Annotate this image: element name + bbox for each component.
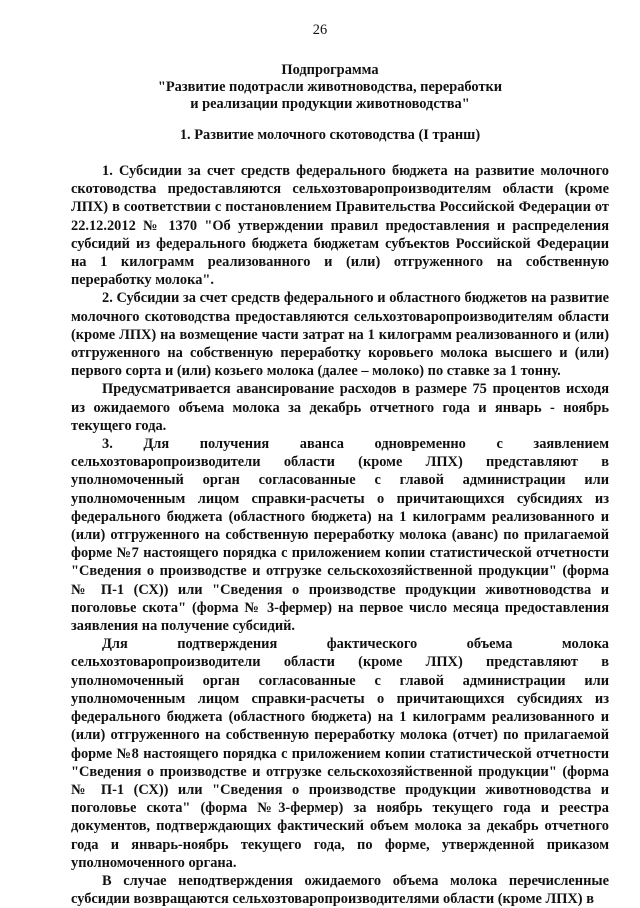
document-body [71,162,609,908]
paragraph-1: 1. Субсидии за счет средств федерального бюджета на развитие молочного скотоводства предоставляются сельхозтоваропроизводителям области (кроме ЛПХ) в соответствии с постановлением Правительства Российской Федерации от 22.12.2012 № 1370 "Об утверждении правил предоставления и распределения субсидий из федерального бюджета бюджетам субъектов Российской Федерации на 1 килограмм реализованного и (или) отгруженного на собственную переработку молока". [71,163,609,289]
subprogram-header [60,62,600,113]
subprogram-title-line-2: и реализации продукции животноводства" [190,96,470,112]
paragraph-2: 2. Субсидии за счет средств федерального и областного бюджетов на развитие молочного скотоводства предоставляются сельхозтоваропроизводителям области (кроме ЛПХ) на возмещение части затрат на 1 килограмм реализованного и (или) отгруженного на собственную переработку коровьего молока высшего и (или) первого сорта и (или) козьего молока (далее – молоко) по ставке за 1 тонну. [71,290,609,380]
paragraph-4: 3. Для получения аванса одновременно с заявлением сельхозтоваропроизводители области (кроме ЛПХ) представляют в уполномоченный орган согласованные с главой администрации или уполномоченным лицом справки-расчеты о причитающихся субсидиях из федерального бюджета (областного бюджета) на 1 килограмм реализованного и (или) отгруженного на собственную переработку молока (аванс) по прилагаемой форме №7 настоящего порядка с приложением копии статистической отчетности "Сведения о производстве и отгрузке сельскохозяйственной продукции" (форма № П-1 (СХ)) или "Сведения о производстве продукции животноводства и поголовье скота" (форма № 3-фермер) на первое число месяца предоставления заявления на получение субсидий. [71,436,609,635]
subprogram-title-line-1: "Развитие подотрасли животноводства, переработки [157,79,503,95]
paragraph-5: Для подтверждения фактического объема молока сельхозтоваропроизводители области (кроме ЛПХ) представляют в уполномоченный орган согласованные с главой администрации или уполномоченным лицом справки-расчеты о причитающихся субсидиях из федерального бюджета (областного бюджета) на 1 килограмм реализованного и (или) отгруженного на собственную переработку молока (отчет) по прилагаемой форме №8 настоящего порядка с приложением копии статистической отчетности "Сведения о производстве и отгрузке сельскохозяйственной продукции" (форма № П-1 (СХ)) или "Сведения о производстве продукции животноводства и поголовье скота" (форма №3-фермер) за ноябрь текущего года и реестра документов, подтверждающих фактический объем молока за декабрь отчетного года и январь-ноябрь текущего года, по форме, утвержденной приказом уполномоченного органа. [71,636,609,871]
section-title: 1. Развитие молочного скотоводства (I транш) [179,127,481,143]
page-number: 26 [312,22,328,38]
paragraph-3: Предусматривается авансирование расходов в размере 75 процентов исходя из ожидаемого объема молока за декабрь отчетного года и январь - ноябрь текущего года. [71,381,609,434]
paragraph-6: В случае неподтверждения ожидаемого объема молока перечисленные субсидии возвращаются сельхозтоваропроизводителями области (кроме ЛПХ) в [71,872,609,908]
subprogram-label: Подпрограмма [281,62,379,78]
